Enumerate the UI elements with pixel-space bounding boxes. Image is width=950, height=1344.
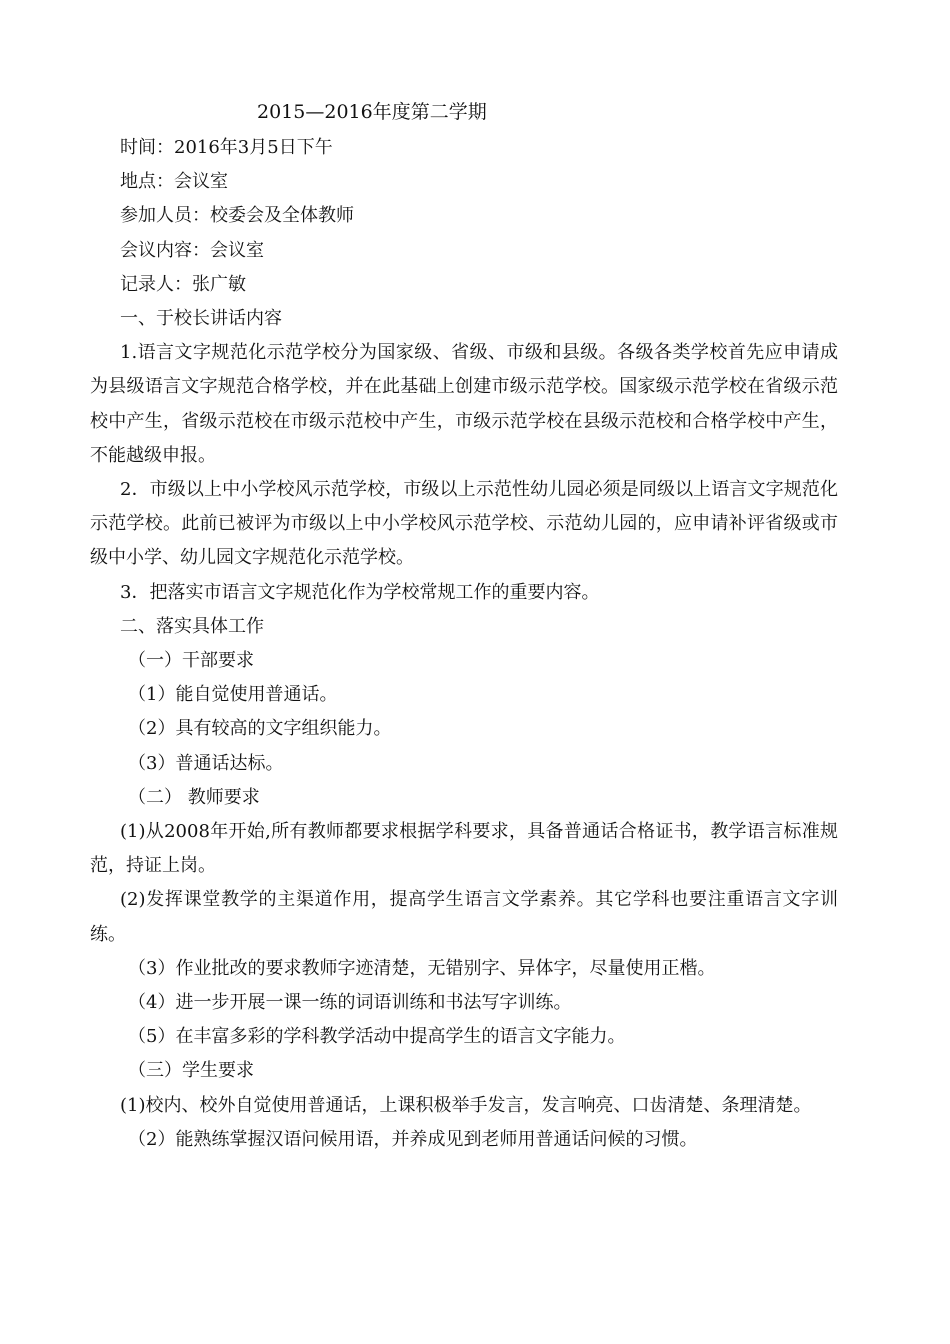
list-item: （2）具有较高的文字组织能力。	[128, 718, 392, 740]
meeting-time: 时间：2016年3月5日下午	[120, 137, 333, 158]
document-title: 2015—2016年度第二学期	[257, 101, 487, 123]
list-item: (2)发挥课堂教学的主渠道作用，提高学生语言文学素养。其它学科也要注重语言文字训练。	[90, 889, 838, 945]
list-item: （4）进一步开展一课一练的词语训练和书法写字训练。	[128, 992, 572, 1014]
subsection-heading: （三）学生要求	[128, 1060, 254, 1082]
section-item: 3．把落实市语言文字规范化作为学校常规工作的重要内容。	[120, 581, 600, 603]
meeting-attendees: 参加人员：校委会及全体教师	[120, 205, 354, 227]
meeting-content: 会议内容：会议室	[120, 239, 264, 261]
list-item: （5）在丰富多彩的学科教学活动中提高学生的语言文字能力。	[128, 1026, 626, 1048]
meeting-place: 地点：会议室	[120, 171, 228, 193]
subsection-heading: （二） 教师要求	[128, 786, 260, 808]
section-item: 1.语言文字规范化示范学校分为国家级、省级、市级和县级。各级各类学校首先应申请成为县级语言文字规范合格学校，并在此基础上创建市级示范学校。国家级示范学校在省级示范校中产生，省级示范校在市级示范校中产生，市级示范学校在县级示范校和合格学校中产生，不能越级申报。	[90, 342, 838, 466]
section-heading: 二、落实具体工作	[120, 615, 264, 637]
section-heading: 一、于校长讲话内容	[120, 308, 282, 330]
subsection-heading: （一）干部要求	[128, 650, 254, 672]
list-item: (1)从2008年开始,所有教师都要求根据学科要求，具备普通话合格证书，教学语言标准规范，持证上岗。	[90, 821, 838, 877]
list-item: （3）作业批改的要求教师字迹清楚，无错别字、异体字，尽量使用正楷。	[128, 957, 716, 979]
list-item: (1)校内、校外自觉使用普通话，上课积极举手发言，发言响亮、口齿清楚、条理清楚。	[120, 1094, 812, 1116]
section-item: 2．市级以上中小学校风示范学校，市级以上示范性幼儿园必须是同级以上语言文字规范化示范学校。此前已被评为市级以上中小学校风示范学校、示范幼儿园的，应申请补评省级或市级中小学、幼儿园文字规范化示范学校。	[90, 479, 838, 569]
list-item: （3）普通话达标。	[128, 752, 284, 774]
document-body	[90, 131, 838, 1157]
meeting-recorder: 记录人：张广敏	[120, 273, 246, 295]
list-item: （1）能自觉使用普通话。	[128, 684, 338, 706]
list-item: （2）能熟练掌握汉语问候用语，并养成见到老师用普通话问候的习惯。	[128, 1128, 698, 1150]
